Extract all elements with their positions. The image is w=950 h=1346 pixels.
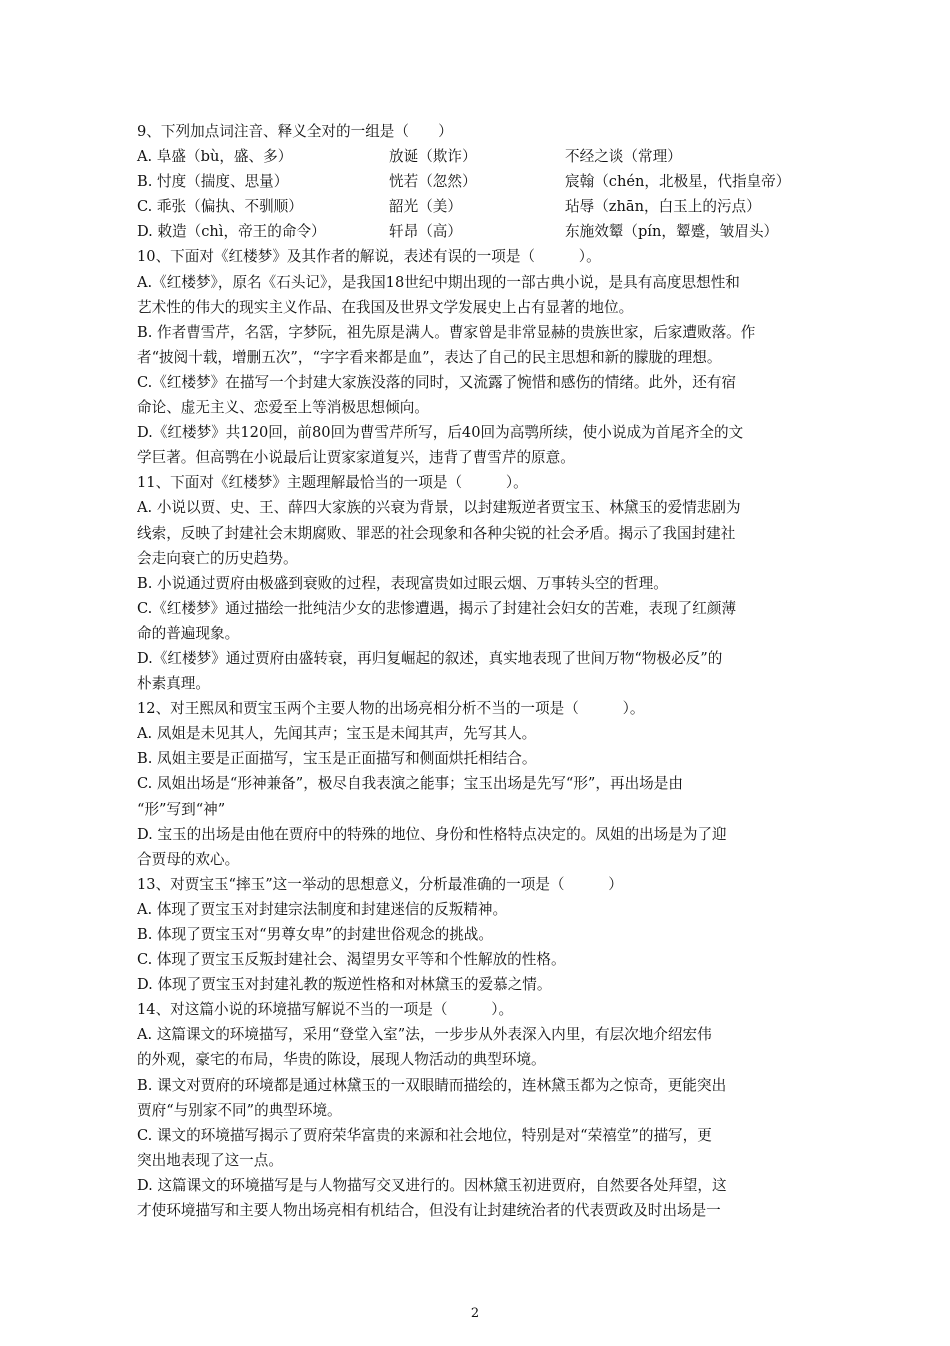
question-9-option-b xyxy=(137,169,813,194)
option-cell: 恍若（忽然） xyxy=(389,173,477,191)
text-line: 11、下面对《红楼梦》主题理解最恰当的一项是（ ）。 xyxy=(137,474,528,492)
option-cell: 韶光（美） xyxy=(389,198,462,216)
text-line: B. 课文对贾府的环境都是通过林黛玉的一双眼睛而描绘的，连林黛玉都为之惊奇，更能突出 xyxy=(137,1076,727,1094)
text-line: D. 体现了贾宝玉对封建礼教的叛逆性格和对林黛玉的爱慕之情。 xyxy=(137,976,552,994)
text-line: 朴素真理。 xyxy=(137,675,210,693)
text-line: A. 凤姐是未见其人，先闻其声；宝玉是未闻其声，先写其人。 xyxy=(137,725,537,743)
text-line: 12、对王熙凤和贾宝玉两个主要人物的出场亮相分析不当的一项是（ ）。 xyxy=(137,700,645,718)
text-line: D. 这篇课文的环境描写是与人物描写交叉进行的。因林黛玉初进贾府，自然要各处拜望，这 xyxy=(137,1176,727,1194)
question-lines xyxy=(137,244,813,1223)
option-cell: B. 忖度（揣度、思量） xyxy=(137,173,289,191)
text-line: 突出地表现了这一点。 xyxy=(137,1151,283,1169)
text-line: 13、对贾宝玉“摔玉”这一举动的思想意义，分析最准确的一项是（ ） xyxy=(137,875,623,893)
text-line: 合贾母的欢心。 xyxy=(137,850,240,868)
text-line: B. 凤姐主要是正面描写，宝玉是正面描写和侧面烘托相结合。 xyxy=(137,750,537,768)
text-line: C. 凤姐出场是“形神兼备”，极尽自我表演之能事；宝玉出场是先写“形”，再出场是由 xyxy=(137,775,683,793)
text-line: A.《红楼梦》，原名《石头记》，是我国18世纪中期出现的一部古典小说，是具有高度思想性和 xyxy=(137,273,740,291)
text-line: B. 体现了贾宝玉对“男尊女卑”的封建世俗观念的挑战。 xyxy=(137,926,493,943)
text-line: 命的普遍现象。 xyxy=(137,624,240,642)
option-cell: A. 阜盛（bù，盛、多） xyxy=(137,148,293,166)
option-cell: D. 敕造（chì，帝王的命令） xyxy=(137,223,326,241)
text-line: A. 小说以贾、史、王、薛四大家族的兴衰为背景，以封建叛逆者贾宝玉、林黛玉的爱情悲剧为 xyxy=(137,499,741,517)
question-text xyxy=(137,119,813,1223)
text-line: “形”写到“神” xyxy=(137,800,226,818)
text-line: 会走向衰亡的历史趋势。 xyxy=(137,549,298,567)
text-line: 线索，反映了封建社会末期腐败、罪恶的社会现象和各种尖锐的社会矛盾。揭示了我国封建社 xyxy=(137,524,736,542)
text-line: C. 体现了贾宝玉反叛封建社会、渴望男女平等和个性解放的性格。 xyxy=(137,951,566,969)
page-number: 2 xyxy=(470,1306,480,1321)
text-line: C.《红楼梦》在描写一个封建大家族没落的同时，又流露了惋惜和感伤的情绪。此外，还有宿 xyxy=(137,373,737,391)
text-line: 10、下面对《红楼梦》及其作者的解说，表述有误的一项是（ ）。 xyxy=(137,248,601,266)
text-line: B. 小说通过贾府由极盛到衰败的过程，表现富贵如过眼云烟、万事转头空的哲理。 xyxy=(137,574,668,592)
option-cell: 宸翰（chén，北极星，代指皇帝） xyxy=(565,173,791,191)
text-line: 艺术性的伟大的现实主义作品、在我国及世界文学发展史上占有显著的地位。 xyxy=(137,298,634,316)
text-line: A. 体现了贾宝玉对封建宗法制度和封建迷信的反叛精神。 xyxy=(137,900,508,918)
question-9-option-c xyxy=(137,194,813,219)
question-9-option-a xyxy=(137,144,813,169)
text-line: 才使环境描写和主要人物出场亮相有机结合，但没有让封建统治者的代表贾政及时出场是一 xyxy=(137,1202,721,1220)
text-line: 的外观，豪宅的布局，华贵的陈设，展现人物活动的典型环境。 xyxy=(137,1051,546,1069)
text-line: 命论、虚无主义、恋爱至上等消极思想倾向。 xyxy=(137,399,429,417)
text-line: D.《红楼梦》通过贾府由盛转衰，再归复崛起的叙述，真实地表现了世间万物“物极必反”的 xyxy=(137,649,723,667)
option-cell: 东施效颦（pín，颦蹙，皱眉头） xyxy=(565,223,779,241)
text-line: 学巨著。但高鹗在小说最后让贾家家道复兴，违背了曹雪芹的原意。 xyxy=(137,449,575,467)
option-cell: C. 乖张（偏执、不驯顺） xyxy=(137,198,303,216)
option-cell: 不经之谈（常理） xyxy=(565,148,682,166)
question-9-option-d xyxy=(137,219,813,244)
option-cell: 玷辱（zhān，白玉上的污点） xyxy=(565,198,761,216)
text-line: D.《红楼梦》共120回，前80回为曹雪芹所写，后40回为高鹗所续，使小说成为首尾齐全的文 xyxy=(137,424,744,442)
text-line: B. 作者曹雪芹，名霑，字梦阮，祖先原是满人。曹家曾是非常显赫的贵族世家，后家遭败落。作 xyxy=(137,323,756,341)
text-line: 14、对这篇小说的环境描写解说不当的一项是（ ）。 xyxy=(137,1001,514,1019)
option-cell: 放诞（欺诈） xyxy=(389,148,477,166)
text-line: 贾府“与别家不同”的典型环境。 xyxy=(137,1101,342,1119)
text-line: D. 宝玉的出场是由他在贾府中的特殊的地位、身份和性格特点决定的。凤姐的出场是为了迎 xyxy=(137,825,727,843)
text-line: 者“披阅十载，增删五次”，“字字看来都是血”，表达了自己的民主思想和新的朦胧的理想。 xyxy=(137,348,722,366)
text-line: A. 这篇课文的环境描写，采用“登堂入室”法，一步步从外表深入内里，有层次地介绍宏伟 xyxy=(137,1026,712,1044)
text-line: C. 课文的环境描写揭示了贾府荣华富贵的来源和社会地位，特别是对“荣禧堂”的描写，更 xyxy=(137,1126,712,1144)
question-9-stem: 9、下列加点词注音、释义全对的一组是（ ） xyxy=(137,123,453,140)
text-line: C.《红楼梦》通过描绘一批纯洁少女的悲惨遭遇，揭示了封建社会妇女的苦难，表现了红颜薄 xyxy=(137,599,737,617)
option-cell: 轩昂（高） xyxy=(389,223,462,241)
